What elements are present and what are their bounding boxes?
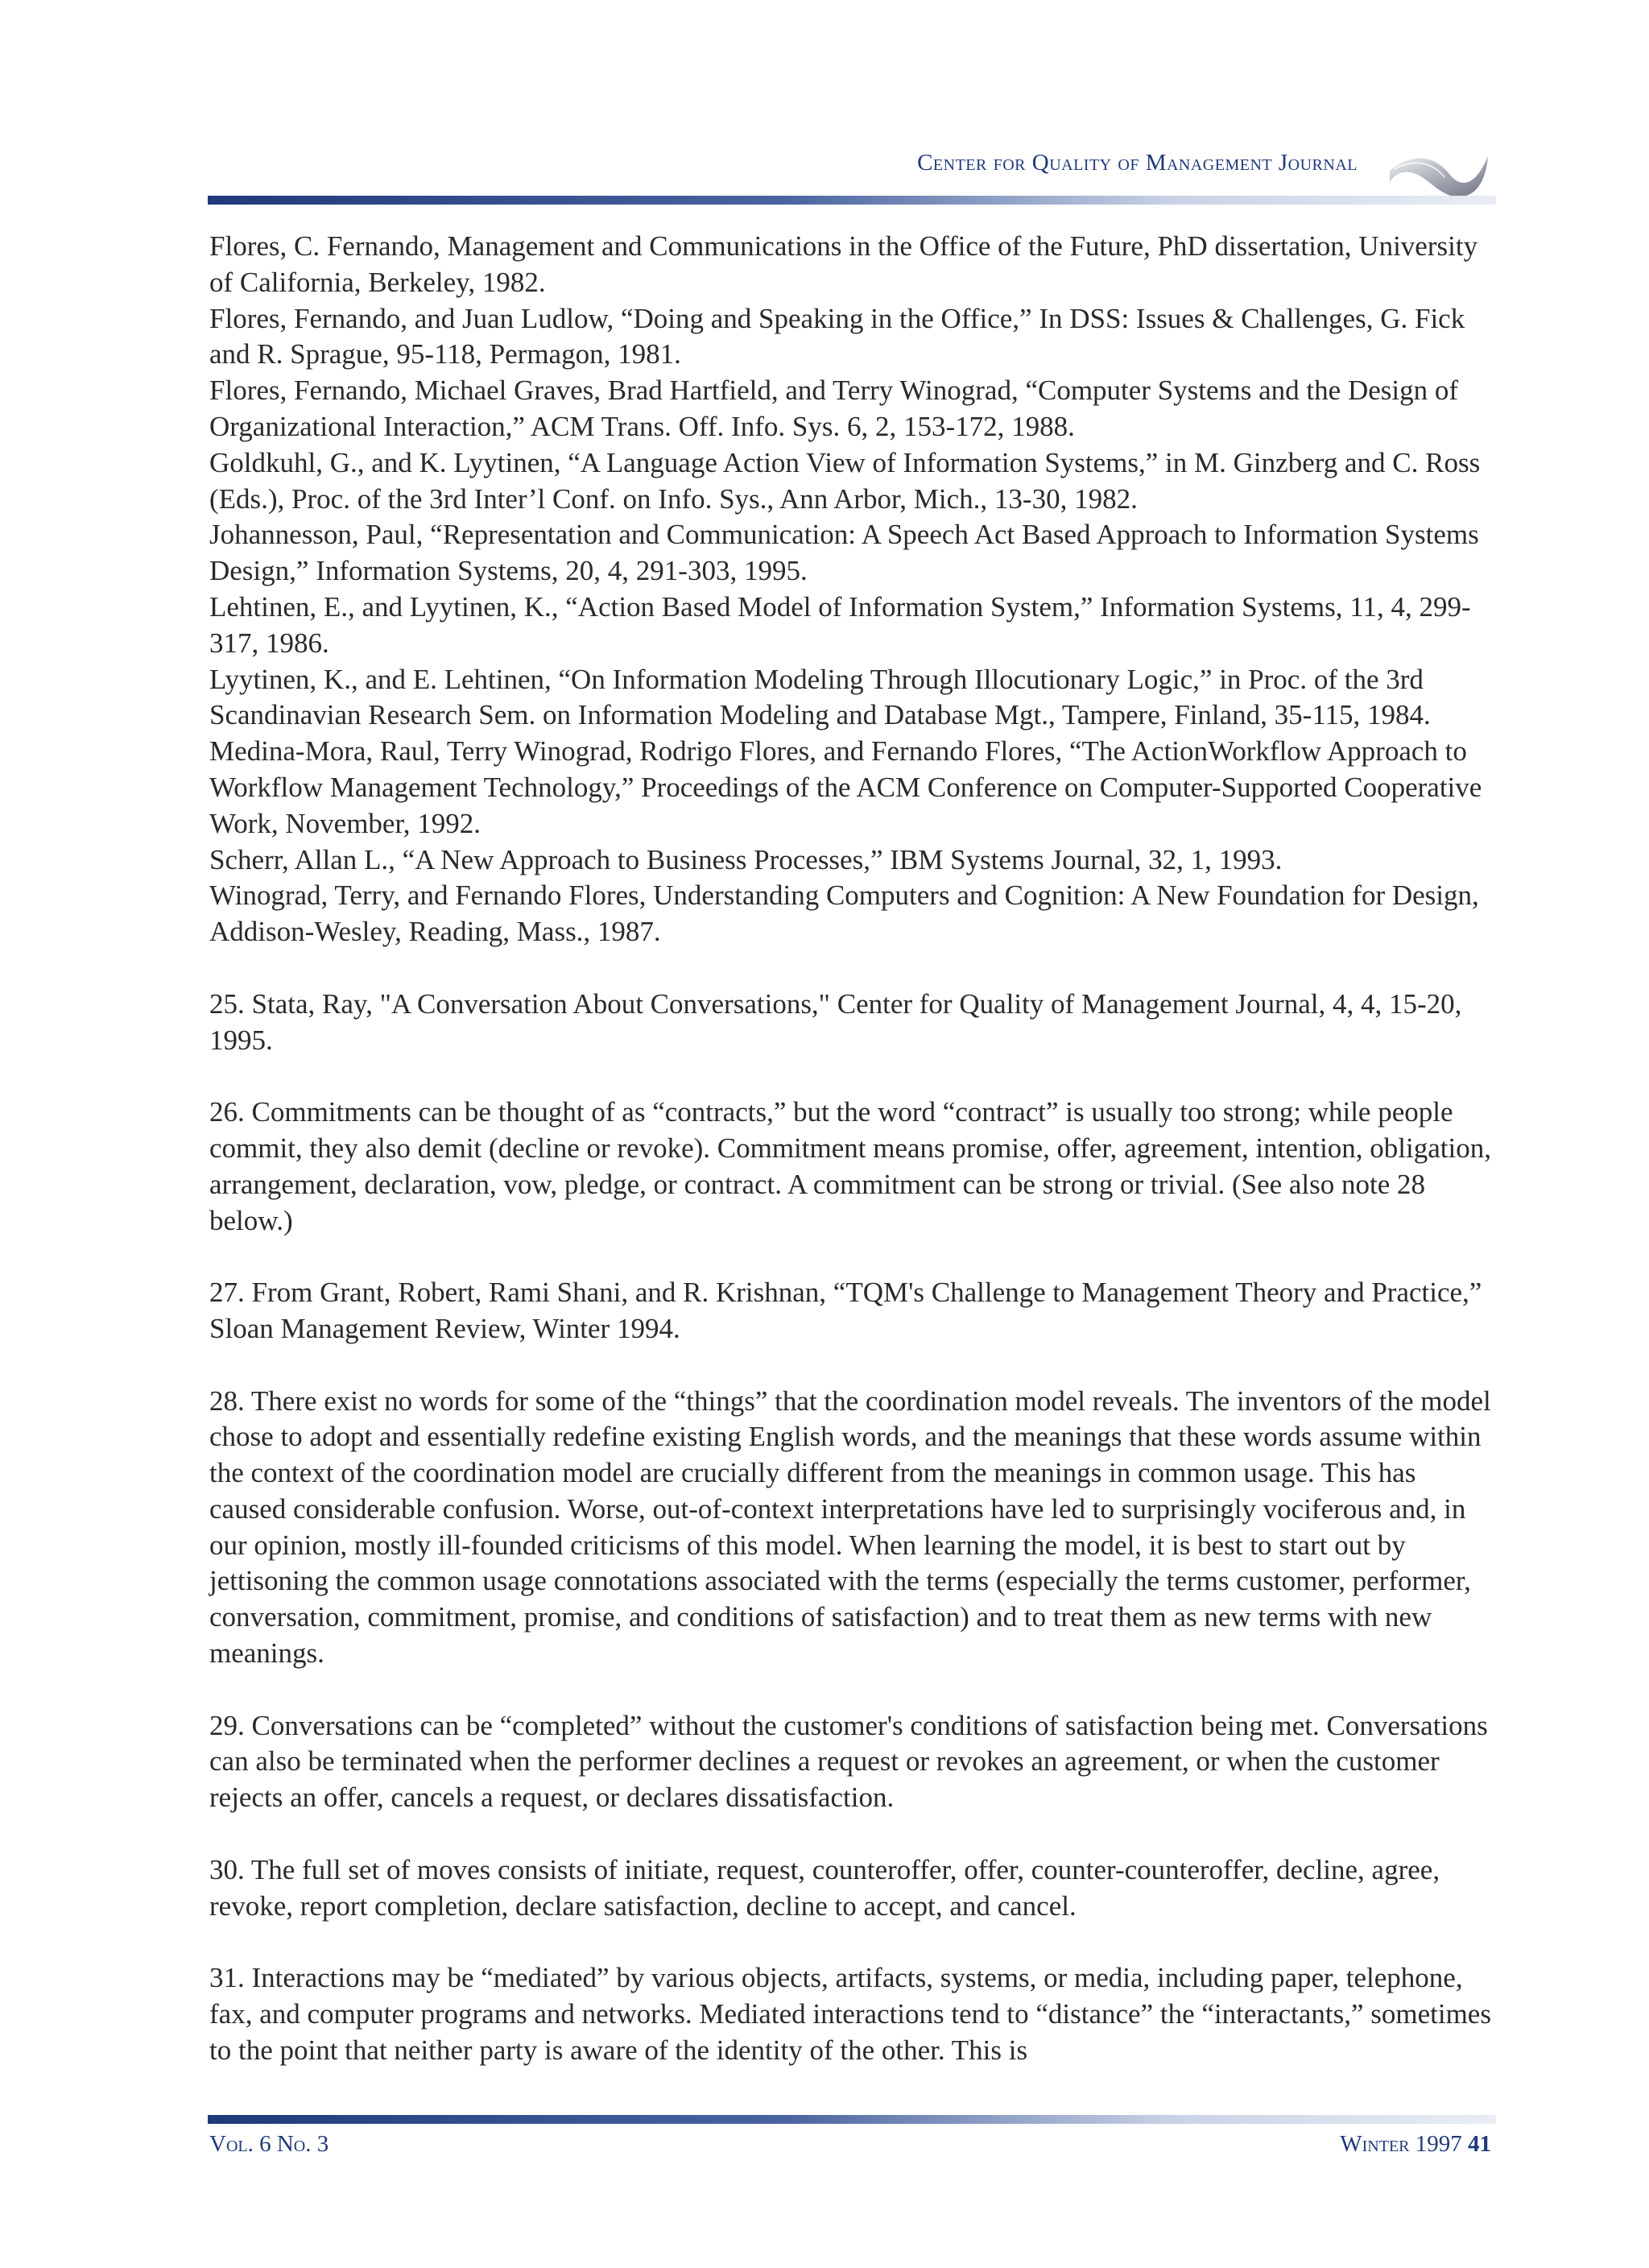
page-number: 41	[1468, 2131, 1491, 2157]
reference-item: Winograd, Terry, and Fernando Flores, Understanding Computers and Cognition: A New Foundation for Design, Addison-Wesley, Reading, Mass., 1987.	[209, 879, 1479, 948]
reference-item: Medina-Mora, Raul, Terry Winograd, Rodrigo Flores, and Fernando Flores, “The ActionWorkflow Approach to Workflow Management Technology,” Proceedings of the ACM Conference on Computer-Supported Cooperative Work, November, 1992.	[209, 735, 1482, 839]
journal-title: Center for Quality of Management Journal	[917, 150, 1358, 176]
reference-item: Flores, Fernando, and Juan Ludlow, “Doing and Speaking in the Office,” In DSS: Issues & Challenges, G. Fick and R. Sprague, 95-118, Permagon, 1981.	[209, 302, 1465, 370]
endnote-28: 28. There exist no words for some of the “things” that the coordination model reveals. The inventors of the model chose to adopt and essentially redefine existing English words, and the meanings that these words assume within the context of the coordination model are crucially different from the meanings in common usage. This has caused considerable confusion. Worse, out-of-context interpretations have led to surprisingly vociferous and, in our opinion, mostly ill-founded criticisms of this model. When learning the model, it is best to start out by jettisoning the common usage connotations associated with the terms (especially the terms customer, performer, conversation, commitment, promise, and conditions of satisfaction) and to treat them as new terms with new meanings.	[209, 1384, 1491, 1670]
footer-rule	[208, 2115, 1496, 2124]
issue-label: Winter 1997	[1340, 2131, 1462, 2157]
endnote-31: 31. Interactions may be “mediated” by various objects, artifacts, systems, or media, including paper, telephone, fax, and computer programs and networks. Mediated interactions tend to “distance” the “interactants,” sometimes to the point that neither party is aware of the identity of the other. This is	[209, 1962, 1491, 2066]
reference-item: Flores, C. Fernando, Management and Communications in the Office of the Future, PhD dissertation, University of California, Berkeley, 1982.	[209, 230, 1478, 298]
volume-label: Vol. 6 No. 3	[209, 2131, 329, 2157]
endnote-26: 26. Commitments can be thought of as “contracts,” but the word “contract” is usually too strong; while people commit, they also demit (decline or revoke). Commitment means promise, offer, agreement, intention, obligation, arrangement, declaration, vow, pledge, or contract. A commitment can be strong or trivial. (See also note 28 below.)	[209, 1096, 1491, 1236]
document-body	[209, 229, 1498, 2069]
reference-item: Johannesson, Paul, “Representation and Communication: A Speech Act Based Approach to Information Systems Design,” Information Systems, 20, 4, 291-303, 1995.	[209, 519, 1479, 587]
endnote-27: 27. From Grant, Robert, Rami Shani, and R. Krishnan, “TQM's Challenge to Management Theory and Practice,” Sloan Management Review, Winter 1994.	[209, 1277, 1482, 1344]
issue-and-page	[1340, 2131, 1491, 2158]
reference-list	[209, 229, 1498, 950]
endnote-29: 29. Conversations can be “completed” without the customer's conditions of satisfaction being met. Conversations can also be terminated when the performer declines a request or revokes an agreement, or when the customer rejects an offer, cancels a request, or declares dissatisfaction.	[209, 1709, 1488, 1814]
reference-item: Lyytinen, K., and E. Lehtinen, “On Information Modeling Through Illocutionary Logic,” in Proc. of the 3rd Scandinavian Research Sem. on Information Modeling and Database Mgt., Tampere, Finland, 35-115, 1984.	[209, 663, 1431, 731]
endnote-30: 30. The full set of moves consists of initiate, request, counteroffer, offer, counter-counteroffer, decline, agree, revoke, report completion, declare satisfaction, decline to accept, and cancel.	[209, 1853, 1440, 1922]
reference-item: Flores, Fernando, Michael Graves, Brad Hartfield, and Terry Winograd, “Computer Systems and the Design of Organizational Interaction,” ACM Trans. Off. Info. Sys. 6, 2, 153-172, 1988.	[209, 375, 1459, 442]
reference-item: Goldkuhl, G., and K. Lyytinen, “A Language Action View of Information Systems,” in M. Ginzberg and C. Ross (Eds.), Proc. of the 3rd Inter’l Conf. on Info. Sys., Ann Arbor, Mich., 13-30, 1982.	[209, 446, 1481, 515]
endnote-25: 25. Stata, Ray, "A Conversation About Conversations," Center for Quality of Management Journal, 4, 4, 15-20, 1995.	[209, 987, 1462, 1056]
reference-item: Scherr, Allan L., “A New Approach to Business Processes,” IBM Systems Journal, 32, 1, 1993.	[209, 843, 1283, 875]
header-rule	[208, 196, 1496, 205]
reference-item: Lehtinen, E., and Lyytinen, K., “Action Based Model of Information System,” Information Systems, 11, 4, 299-317, 1986.	[209, 590, 1471, 659]
